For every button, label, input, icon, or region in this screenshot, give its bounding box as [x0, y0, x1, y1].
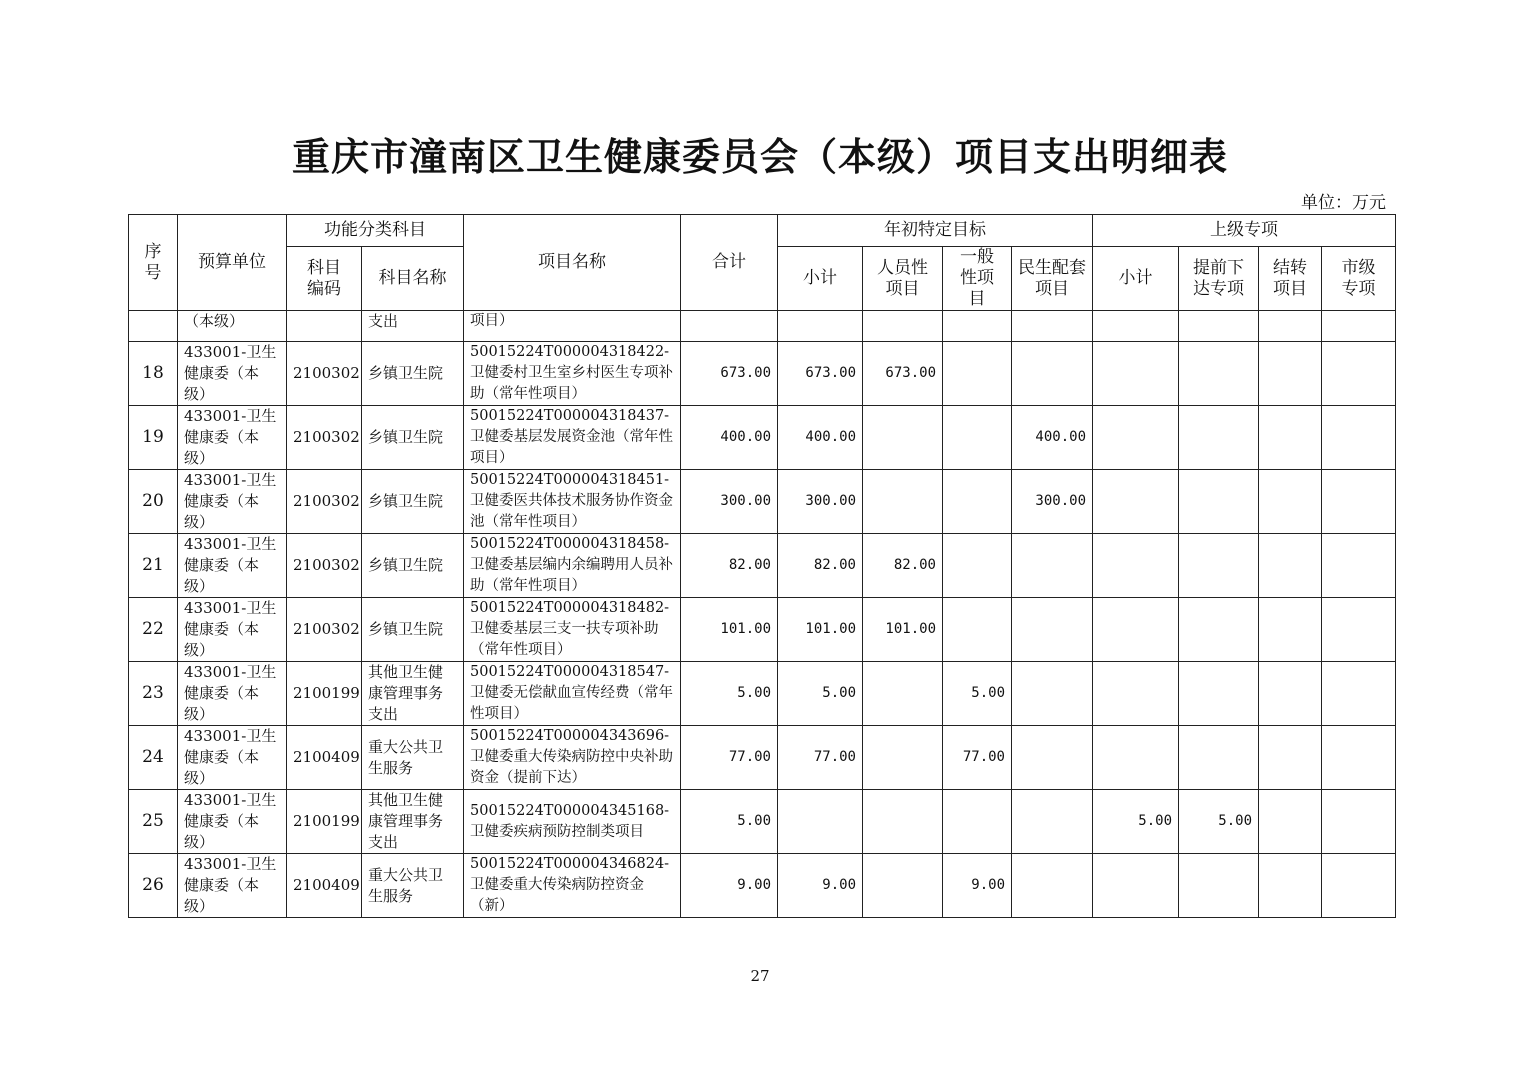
table-row — [129, 342, 1396, 406]
cont-seq — [129, 311, 178, 342]
row-seq: 26 — [129, 854, 178, 918]
row-seq: 21 — [129, 534, 178, 598]
row-budget-unit: 433001-卫生健康委（本级） — [178, 470, 287, 534]
row-sup-subtotal — [1093, 470, 1179, 534]
row-budget-unit: 433001-卫生健康委（本级） — [178, 534, 287, 598]
row-subject-code: 2100302 — [287, 406, 362, 470]
row-total: 101.00 — [681, 598, 778, 662]
row-target-subtotal: 673.00 — [778, 342, 863, 406]
header-target-group: 年初特定目标 — [778, 215, 1093, 247]
row-carryover — [1259, 470, 1322, 534]
row-total: 400.00 — [681, 406, 778, 470]
row-advance — [1179, 854, 1259, 918]
row-general: 77.00 — [943, 726, 1012, 790]
row-subject-code: 2100409 — [287, 854, 362, 918]
row-city — [1322, 342, 1396, 406]
row-sup-subtotal — [1093, 854, 1179, 918]
table-row — [129, 790, 1396, 854]
table-row — [129, 726, 1396, 790]
row-subject-code: 2100302 — [287, 598, 362, 662]
header-carryover: 结转项目 — [1259, 247, 1322, 311]
header-general: 一般性项目 — [943, 247, 1012, 311]
row-subject-name: 乡镇卫生院 — [362, 342, 464, 406]
row-total: 5.00 — [681, 662, 778, 726]
header-total: 合计 — [681, 215, 778, 311]
header-budget-unit: 预算单位 — [178, 215, 287, 311]
row-budget-unit: 433001-卫生健康委（本级） — [178, 662, 287, 726]
row-target-subtotal: 101.00 — [778, 598, 863, 662]
header-target-subtotal: 小计 — [778, 247, 863, 311]
row-subject-name: 乡镇卫生院 — [362, 534, 464, 598]
row-project-name: 50015224T000004318422-卫健委村卫生室乡村医生专项补助（常年性项目） — [464, 342, 681, 406]
row-personnel — [863, 470, 943, 534]
row-city — [1322, 726, 1396, 790]
row-project-name: 50015224T000004318451-卫健委医共体技术服务协作资金池（常年性项目） — [464, 470, 681, 534]
row-general — [943, 534, 1012, 598]
header-project-name: 项目名称 — [464, 215, 681, 311]
row-sup-subtotal — [1093, 534, 1179, 598]
cont-code — [287, 311, 362, 342]
row-carryover — [1259, 726, 1322, 790]
cont-name: 支出 — [362, 311, 464, 342]
row-personnel — [863, 854, 943, 918]
row-subject-code: 2100302 — [287, 534, 362, 598]
row-general: 5.00 — [943, 662, 1012, 726]
row-personnel: 82.00 — [863, 534, 943, 598]
row-carryover — [1259, 598, 1322, 662]
row-subject-name: 其他卫生健康管理事务支出 — [362, 662, 464, 726]
row-seq: 25 — [129, 790, 178, 854]
row-carryover — [1259, 662, 1322, 726]
row-livelihood — [1012, 854, 1093, 918]
row-livelihood — [1012, 342, 1093, 406]
page-title: 重庆市潼南区卫生健康委员会（本级）项目支出明细表 — [291, 134, 1228, 179]
row-subject-name: 重大公共卫生服务 — [362, 854, 464, 918]
row-livelihood — [1012, 790, 1093, 854]
row-budget-unit: 433001-卫生健康委（本级） — [178, 406, 287, 470]
project-expenditure-table — [128, 214, 1396, 918]
row-seq: 20 — [129, 470, 178, 534]
row-target-subtotal: 9.00 — [778, 854, 863, 918]
row-sup-subtotal — [1093, 726, 1179, 790]
table-row — [129, 662, 1396, 726]
row-total: 5.00 — [681, 790, 778, 854]
cont-unit: （本级） — [178, 311, 287, 342]
row-personnel — [863, 790, 943, 854]
row-total: 82.00 — [681, 534, 778, 598]
row-subject-name: 其他卫生健康管理事务支出 — [362, 790, 464, 854]
row-advance — [1179, 406, 1259, 470]
row-advance — [1179, 470, 1259, 534]
row-subject-name: 乡镇卫生院 — [362, 406, 464, 470]
header-advance: 提前下达专项 — [1179, 247, 1259, 311]
row-advance — [1179, 598, 1259, 662]
header-sup-subtotal: 小计 — [1093, 247, 1179, 311]
row-subject-name: 乡镇卫生院 — [362, 470, 464, 534]
row-advance — [1179, 662, 1259, 726]
row-general: 9.00 — [943, 854, 1012, 918]
row-advance — [1179, 726, 1259, 790]
row-target-subtotal: 300.00 — [778, 470, 863, 534]
row-general — [943, 470, 1012, 534]
row-target-subtotal — [778, 790, 863, 854]
row-target-subtotal: 77.00 — [778, 726, 863, 790]
header-livelihood: 民生配套项目 — [1012, 247, 1093, 311]
row-personnel: 673.00 — [863, 342, 943, 406]
row-budget-unit: 433001-卫生健康委（本级） — [178, 854, 287, 918]
header-subject-code: 科目编码 — [287, 247, 362, 311]
row-subject-code: 2100199 — [287, 790, 362, 854]
header-city: 市级专项 — [1322, 247, 1396, 311]
row-city — [1322, 790, 1396, 854]
row-budget-unit: 433001-卫生健康委（本级） — [178, 598, 287, 662]
row-livelihood — [1012, 598, 1093, 662]
table-row — [129, 854, 1396, 918]
row-budget-unit: 433001-卫生健康委（本级） — [178, 726, 287, 790]
row-seq: 22 — [129, 598, 178, 662]
row-city — [1322, 854, 1396, 918]
row-carryover — [1259, 534, 1322, 598]
row-livelihood — [1012, 726, 1093, 790]
row-carryover — [1259, 790, 1322, 854]
row-sup-subtotal — [1093, 406, 1179, 470]
row-target-subtotal: 5.00 — [778, 662, 863, 726]
row-project-name: 50015224T000004346824-卫健委重大传染病防控资金（新） — [464, 854, 681, 918]
continuation-row — [129, 311, 1396, 342]
row-project-name: 50015224T000004318547-卫健委无偿献血宣传经费（常年性项目） — [464, 662, 681, 726]
row-city — [1322, 598, 1396, 662]
row-personnel: 101.00 — [863, 598, 943, 662]
row-project-name: 50015224T000004345168-卫健委疾病预防控制类项目 — [464, 790, 681, 854]
unit-label: 单位：万元 — [1301, 193, 1386, 213]
table-row — [129, 470, 1396, 534]
row-city — [1322, 406, 1396, 470]
header-subject-name: 科目名称 — [362, 247, 464, 311]
header-superior-group: 上级专项 — [1093, 215, 1396, 247]
row-advance — [1179, 342, 1259, 406]
row-subject-name: 乡镇卫生院 — [362, 598, 464, 662]
row-target-subtotal: 400.00 — [778, 406, 863, 470]
row-general — [943, 342, 1012, 406]
page-number: 27 — [750, 967, 770, 985]
header-personnel: 人员性项目 — [863, 247, 943, 311]
row-total: 300.00 — [681, 470, 778, 534]
row-target-subtotal: 82.00 — [778, 534, 863, 598]
row-carryover — [1259, 342, 1322, 406]
header-func-group: 功能分类科目 — [287, 215, 464, 247]
row-subject-code: 2100409 — [287, 726, 362, 790]
row-subject-name: 重大公共卫生服务 — [362, 726, 464, 790]
table-row — [129, 598, 1396, 662]
row-total: 673.00 — [681, 342, 778, 406]
row-subject-code: 2100199 — [287, 662, 362, 726]
row-personnel — [863, 726, 943, 790]
row-livelihood: 400.00 — [1012, 406, 1093, 470]
row-general — [943, 406, 1012, 470]
row-project-name: 50015224T000004343696-卫健委重大传染病防控中央补助资金（提前下达） — [464, 726, 681, 790]
row-carryover — [1259, 854, 1322, 918]
row-city — [1322, 662, 1396, 726]
row-budget-unit: 433001-卫生健康委（本级） — [178, 790, 287, 854]
row-project-name: 50015224T000004318458-卫健委基层编内余编聘用人员补助（常年性项目） — [464, 534, 681, 598]
row-project-name: 50015224T000004318437-卫健委基层发展资金池（常年性项目） — [464, 406, 681, 470]
row-livelihood — [1012, 662, 1093, 726]
row-seq: 24 — [129, 726, 178, 790]
row-total: 77.00 — [681, 726, 778, 790]
row-carryover — [1259, 406, 1322, 470]
row-personnel — [863, 662, 943, 726]
row-project-name: 50015224T000004318482-卫健委基层三支一扶专项补助（常年性项目） — [464, 598, 681, 662]
row-subject-code: 2100302 — [287, 342, 362, 406]
row-general — [943, 598, 1012, 662]
row-sup-subtotal — [1093, 342, 1179, 406]
row-seq: 18 — [129, 342, 178, 406]
row-seq: 23 — [129, 662, 178, 726]
row-personnel — [863, 406, 943, 470]
row-city — [1322, 470, 1396, 534]
header-seq: 序号 — [129, 215, 178, 311]
row-advance: 5.00 — [1179, 790, 1259, 854]
row-seq: 19 — [129, 406, 178, 470]
row-general — [943, 790, 1012, 854]
row-sup-subtotal — [1093, 662, 1179, 726]
cont-project: 项目） — [464, 311, 681, 342]
row-subject-code: 2100302 — [287, 470, 362, 534]
row-total: 9.00 — [681, 854, 778, 918]
row-livelihood — [1012, 534, 1093, 598]
row-advance — [1179, 534, 1259, 598]
row-livelihood: 300.00 — [1012, 470, 1093, 534]
row-city — [1322, 534, 1396, 598]
table-row — [129, 406, 1396, 470]
row-sup-subtotal — [1093, 598, 1179, 662]
row-sup-subtotal: 5.00 — [1093, 790, 1179, 854]
row-budget-unit: 433001-卫生健康委（本级） — [178, 342, 287, 406]
table-row — [129, 534, 1396, 598]
